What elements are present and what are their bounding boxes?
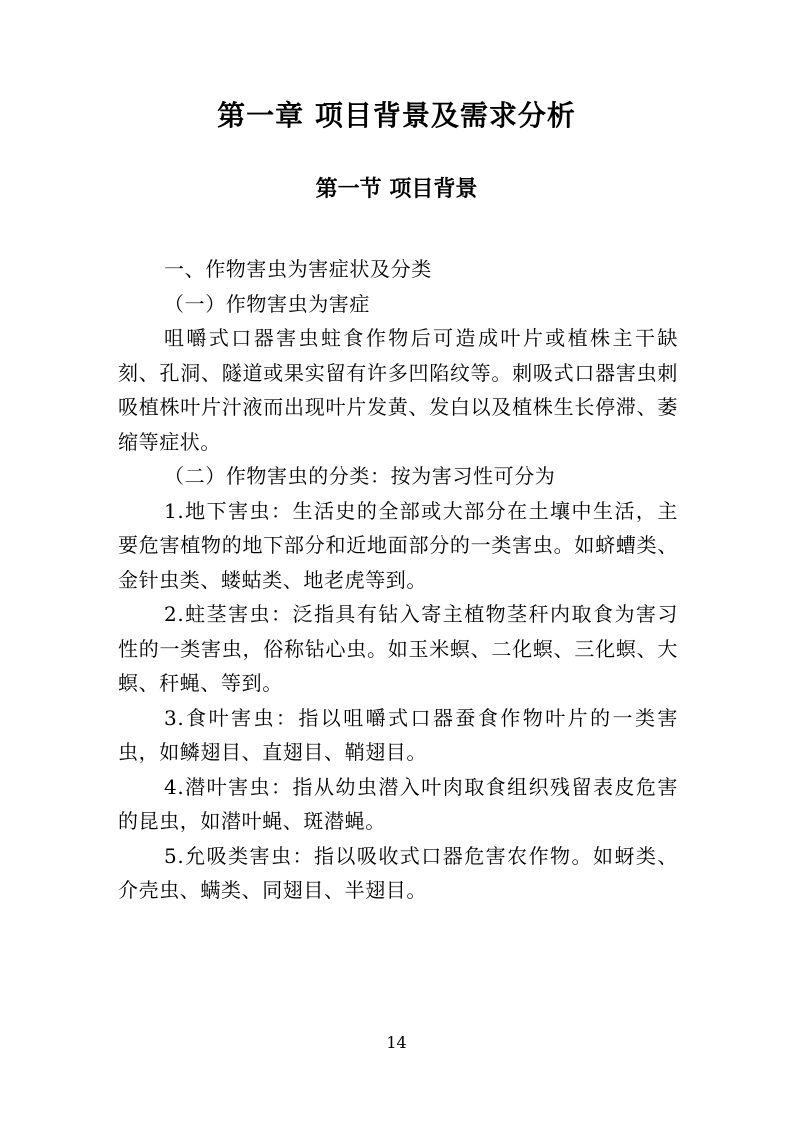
paragraph-symptoms: 咀嚼式口器害虫蛀食作物后可造成叶片或植株主干缺刻、孔洞、隧道或果实留有许多凹陷纹等。刺吸式口器害虫刺吸植株叶片汁液而出现叶片发黄、发白以及植株生长停滞、萎缩等症状。	[118, 326, 678, 454]
body-text	[118, 252, 678, 908]
chapter-title: 第一章 项目背景及需求分析	[217, 99, 576, 132]
paragraph-leaf-eating-pests: 3.食叶害虫：指以咀嚼式口器蚕食作物叶片的一类害虫，如鳞翅目、直翅目、鞘翅目。	[118, 705, 678, 764]
subheading-pest-symptoms: （一）作物害虫为害症	[164, 291, 370, 316]
paragraph-stem-boring-pests: 2.蛀茎害虫：泛指具有钻入寄主植物茎秆内取食为害习性的一类害虫，俗称钻心虫。如玉米螟、二化螟、三化螟、大螟、秆蝇、等到。	[118, 602, 678, 695]
paragraph-underground-pests: 1.地下害虫：生活史的全部或大部分在土壤中生活，主要危害植物的地下部分和近地面部分的一类害虫。如蛴螬类、金针虫类、蝼蛄类、地老虎等到。	[118, 498, 678, 592]
page-number: 14	[386, 1033, 407, 1052]
paragraph-leaf-mining-pests: 4.潜叶害虫：指从幼虫潜入叶肉取食组织残留表皮危害的昆虫，如潜叶蝇、斑潜蝇。	[118, 774, 678, 833]
subheading-pest-classification: （二）作物害虫的分类：按为害习性可分为	[164, 464, 556, 488]
heading-pest-symptoms-classification: 一、作物害虫为害症状及分类	[164, 257, 432, 281]
section-title: 第一节 项目背景	[315, 177, 478, 202]
paragraph-sucking-pests: 5.允吸类害虫：指以吸收式口器危害农作物。如蚜类、介壳虫、螨类、同翅目、半翅目。	[118, 843, 678, 902]
